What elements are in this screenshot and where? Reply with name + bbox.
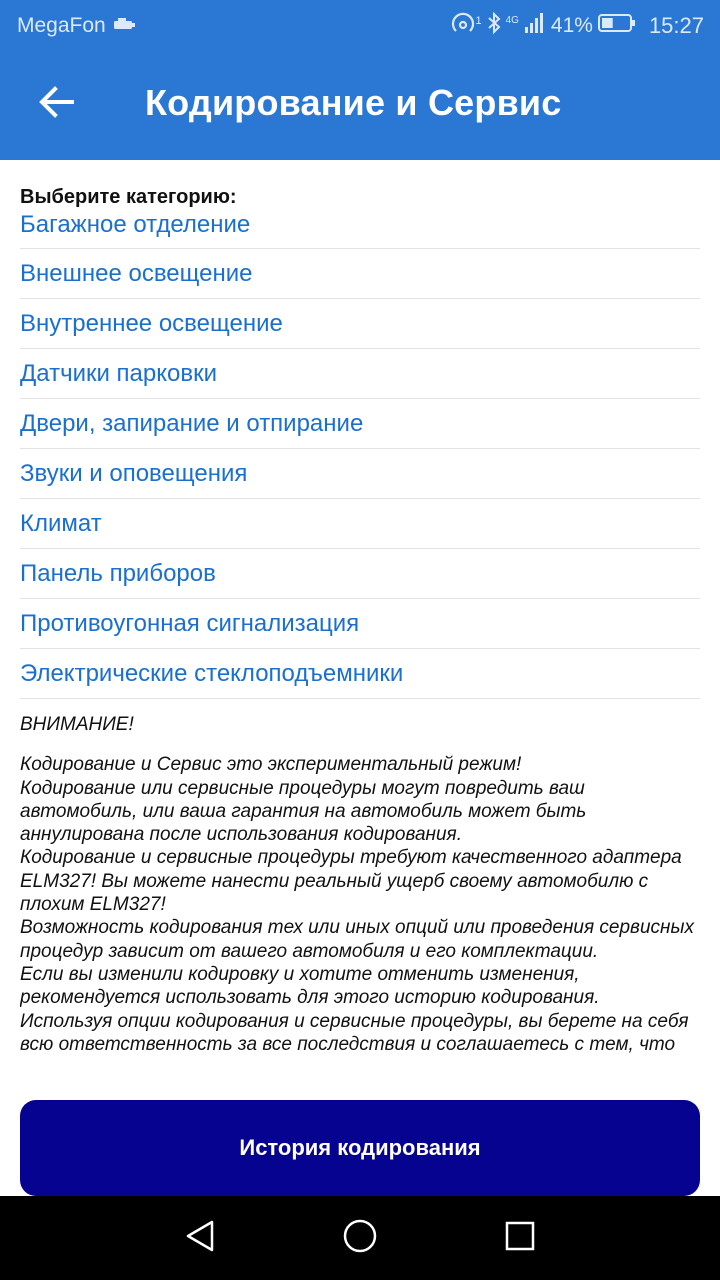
status-left — [17, 14, 136, 38]
battery-icon — [598, 13, 636, 39]
signal-icon — [524, 12, 544, 40]
status-bar — [0, 0, 720, 52]
category-subtitle: Выберите категорию: — [20, 186, 237, 208]
main-content — [20, 160, 700, 1083]
bluetooth-icon — [487, 11, 501, 41]
circle-home-icon — [342, 1218, 378, 1259]
category-item-exterior-lighting[interactable]: Внешнее освещение — [20, 249, 700, 299]
category-item-anti-theft-alarm[interactable]: Противоугонная сигнализация — [20, 599, 700, 649]
nav-back-button[interactable] — [178, 1216, 222, 1260]
arrow-left-icon — [38, 86, 74, 123]
warning-text: Кодирование и Сервис это экспериментальный режим! Кодирование или сервисные процедуры могут повредить ваш автомобиль, или ваша гарантия на автомобиль может быть аннулирована после использования кодирования. Кодирование и сервисные процедуры требуют качественного адаптера ELM327! Вы можете нанести реальный ущерб своему автомобилю с плохим ELM327! Возможность кодирования тех или иных опций или проведения сервисных процедур зависит от вашего автомобиля и его комплектации. Если вы изменили кодировку и хотите отменить изменения, рекомендуется использовать для этого историю кодирования. Используя опции кодирования и сервисные процедуры, вы берете на себя всю ответственность за все последствия и соглашаетесь с тем, что — [20, 754, 694, 1055]
triangle-back-icon — [184, 1219, 216, 1258]
status-right — [450, 11, 704, 41]
warning-block — [20, 713, 700, 1083]
category-item-power-windows[interactable]: Электрические стеклоподъемники — [20, 649, 700, 699]
category-item-sounds-alerts[interactable]: Звуки и оповещения — [20, 449, 700, 499]
back-button[interactable] — [24, 72, 88, 136]
battery-percent: 41% — [550, 14, 593, 37]
coding-history-button[interactable]: История кодирования — [20, 1100, 700, 1196]
sim-index: 1 — [475, 15, 482, 27]
square-recents-icon — [504, 1220, 536, 1257]
warning-title: ВНИМАНИЕ! — [20, 714, 134, 735]
category-item-trunk[interactable]: Багажное отделение — [20, 201, 700, 249]
nav-recents-button[interactable] — [498, 1216, 542, 1260]
carrier-name: MegaFon — [17, 14, 106, 37]
page-title: Кодирование и Сервис — [145, 82, 562, 123]
navigation-bar — [0, 1196, 720, 1280]
nav-home-button[interactable] — [338, 1216, 382, 1260]
category-item-instrument-panel[interactable]: Панель приборов — [20, 549, 700, 599]
category-list — [20, 201, 700, 699]
category-item-interior-lighting[interactable]: Внутреннее освещение — [20, 299, 700, 349]
clock: 15:27 — [648, 13, 704, 38]
category-item-parking-sensors[interactable]: Датчики парковки — [20, 349, 700, 399]
app-bar — [0, 52, 720, 160]
network-type: 4G — [505, 14, 519, 26]
category-item-climate[interactable]: Климат — [20, 499, 700, 549]
category-item-doors-locking[interactable]: Двери, запирание и отпирание — [20, 399, 700, 449]
car-notification-icon — [112, 14, 136, 38]
hotspot-icon — [450, 11, 476, 41]
